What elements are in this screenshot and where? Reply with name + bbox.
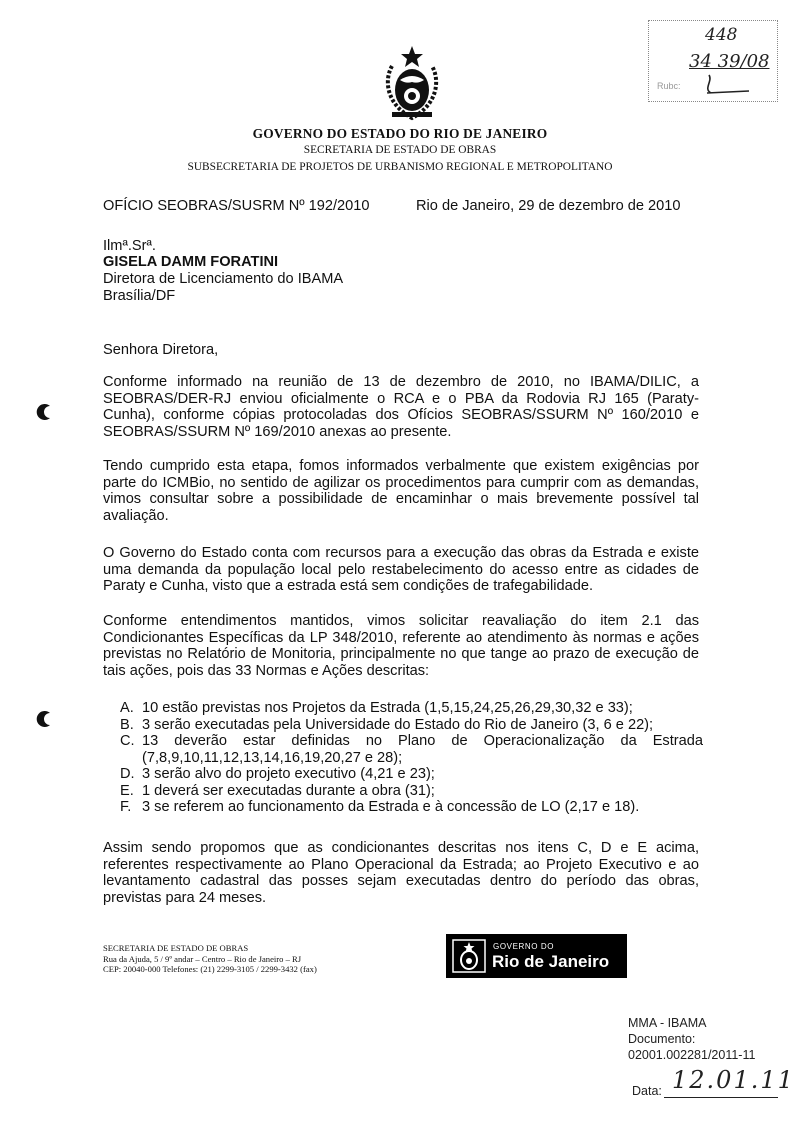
recipient-name: GISELA DAMM FORATINI bbox=[103, 254, 279, 270]
recipient-place: Brasília/DF bbox=[103, 288, 176, 304]
punch-hole-mark-icon bbox=[36, 403, 54, 421]
list-text: 1 deverá ser executadas durante a obra (31); bbox=[142, 782, 435, 799]
rubric-signature bbox=[689, 71, 759, 99]
closing-paragraph: Assim sendo propomos que as condicionantes descritas nos itens C, D e E acima, referentes respectivamente ao Plano Operacional da Estrada; ao Projeto Executivo e ao levantamento cadastral das posses sejam executadas dentro do período das obras, previstas para 24 meses. bbox=[103, 840, 699, 906]
government-logo bbox=[446, 934, 627, 978]
list-text: 10 estão previstas nos Projetos da Estrada (1,5,15,24,25,26,29,30,32 e 33); bbox=[142, 700, 633, 716]
list-letter: A. bbox=[120, 700, 134, 716]
list-text: 3 serão executadas pela Universidade do Estado do Rio de Janeiro (3, 6 e 22); bbox=[142, 716, 654, 733]
footer-phones: CEP: 20040-000 Telefones: (21) 2299-3105 / 2299-3432 (fax) bbox=[103, 964, 317, 974]
list-item bbox=[120, 783, 703, 800]
list-item bbox=[120, 733, 703, 766]
greeting: Senhora Diretora, bbox=[103, 342, 219, 358]
folio-stamp bbox=[648, 20, 778, 102]
folio-number: 448 bbox=[705, 25, 738, 45]
protocol-agency: MMA - IBAMA bbox=[628, 1016, 707, 1030]
paragraph-1: Conforme informado na reunião de 13 de dezembro de 2010, no IBAMA/DILIC, a SEOBRAS/DER-RJ enviou oficialmente o RCA e o PBA da Rodovia RJ 165 (Paraty-Cunha), conforme cópias protocoladas dos Ofícios SEOBRAS/SSURM Nº 160/2010 e SEOBRAS/SSURM Nº 169/2010 anexas ao presente. bbox=[103, 374, 699, 440]
list-item bbox=[120, 766, 703, 783]
paragraph-4: Conforme entendimentos mantidos, vimos solicitar reavaliação do item 2.1 das Condicionantes Específicas da LP 348/2010, referente ao atendimento às normas e ações previstas no Relatório de Monitoria, principalmente no que tange ao prazo de execução de tais ações, pois das 33 Normas e Ações descritas: bbox=[103, 613, 699, 679]
letter-date: Rio de Janeiro, 29 de dezembro de 2010 bbox=[416, 198, 681, 214]
punch-hole-mark-icon bbox=[36, 710, 54, 728]
paragraph-2: Tendo cumprido esta etapa, fomos informados verbalmente que existem exigências por parte do ICMBio, no sentido de agilizar os procedimentos para cumprir com as demandas, vimos consultar sobre a possibilidade de encaminhar o mais brevemente possível tal avaliação. bbox=[103, 458, 699, 524]
list-text: 3 serão alvo do projeto executivo (4,21 e 23); bbox=[142, 766, 435, 782]
logo-big-text: Rio de Janeiro bbox=[492, 952, 610, 971]
protocol-stamp bbox=[628, 1015, 755, 1063]
recipient-role: Diretora de Licenciamento do IBAMA bbox=[103, 271, 344, 287]
list-letter: B. bbox=[120, 716, 134, 733]
coat-of-arms-icon bbox=[452, 939, 486, 973]
logo-small-text: GOVERNO DO bbox=[493, 942, 555, 951]
list-item bbox=[120, 700, 703, 717]
list-text: 3 se referem ao funcionamento da Estrada e à concessão de LO (2,17 e 18). bbox=[142, 799, 640, 815]
footer-street: Rua da Ajuda, 5 / 9º andar – Centro – Rio de Janeiro – RJ bbox=[103, 953, 302, 964]
government-heading: GOVERNO DO ESTADO DO RIO DE JANEIRO bbox=[252, 126, 548, 141]
list-text: 13 deverão estar definidas no Plano de Operacionalização da Estrada (7,8,9,10,11,12,13,14,16,19,20,27 e 28); bbox=[142, 733, 703, 766]
protocol-doc-label: Documento: bbox=[628, 1032, 696, 1046]
list-letter: C. bbox=[120, 733, 135, 749]
list-letter: F. bbox=[120, 799, 132, 815]
oficio-number: OFÍCIO SEOBRAS/SUSRM Nº 192/2010 bbox=[103, 198, 370, 214]
list-item bbox=[120, 799, 703, 816]
protocol-date-label: Data: bbox=[632, 1084, 662, 1098]
list-item bbox=[120, 717, 703, 734]
rubric-label: Rubc: bbox=[657, 81, 681, 91]
actions-list bbox=[120, 700, 703, 816]
paragraph-3: O Governo do Estado conta com recursos para a execução das obras da Estrada e existe uma demanda da população local pelo restabelecimento do acesso entre as cidades de Paraty e Cunha, visto que a estrada está sem condições de trafegabilidade. bbox=[103, 545, 699, 594]
list-letter: D. bbox=[120, 766, 135, 782]
date-underline bbox=[664, 1097, 778, 1098]
recipient-salutation: Ilmª.Srª. bbox=[103, 238, 156, 254]
protocol-date-value: 12.01.11 bbox=[672, 1066, 795, 1094]
subsecretaria-heading: SUBSECRETARIA DE PROJETOS DE URBANISMO REGIONAL E METROPOLITANO bbox=[187, 161, 613, 173]
footer-address bbox=[103, 943, 317, 975]
process-number: 34 39/08 bbox=[689, 51, 770, 72]
state-coat-of-arms-icon bbox=[378, 44, 446, 122]
secretaria-heading: SECRETARIA DE ESTADO DE OBRAS bbox=[303, 144, 497, 156]
protocol-doc-number: 02001.002281/2011-11 bbox=[628, 1048, 756, 1062]
footer-org: SECRETARIA DE ESTADO DE OBRAS bbox=[103, 943, 249, 953]
list-letter: E. bbox=[120, 782, 134, 799]
